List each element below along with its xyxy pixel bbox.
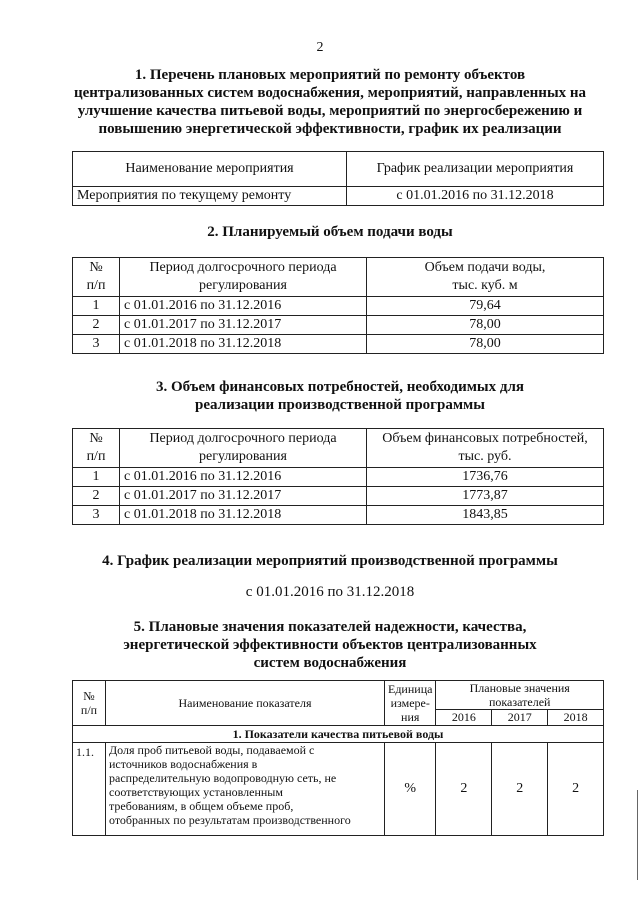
- table-header: График реализации мероприятия: [347, 152, 604, 187]
- section2-title: 2. Планируемый объем подачи воды: [207, 224, 453, 240]
- description-line: распределительную водопроводную сеть, не: [109, 771, 337, 785]
- table-cell: 2: [73, 316, 120, 335]
- section3-title-line: реализации производственной программы: [195, 397, 485, 413]
- table-cell: 1736,76: [367, 468, 604, 487]
- table-cell: с 01.01.2017 по 31.12.2017: [120, 487, 367, 506]
- table-row: [73, 506, 604, 525]
- table-cell: 2: [492, 743, 548, 836]
- description-line: источников водоснабжения в: [109, 757, 258, 771]
- group-title: 1. Показатели качества питьевой воды: [73, 726, 604, 743]
- header-line: регулирования: [199, 278, 287, 293]
- header-line: тыс. куб. м: [452, 278, 518, 293]
- indicator-description: [106, 743, 385, 836]
- header-line: Плановые значения: [469, 681, 570, 695]
- table-header-period: [120, 429, 367, 468]
- table-cell: с 01.01.2017 по 31.12.2017: [120, 316, 367, 335]
- description-line: отобранных по результатам производственного: [109, 813, 351, 827]
- header-line: п/п: [86, 449, 106, 464]
- section5-title-line: энергетической эффективности объектов централизованных: [123, 637, 537, 653]
- table-cell: 2: [73, 487, 120, 506]
- table-header-year: 2018: [548, 710, 604, 726]
- table-header-num: [73, 429, 120, 468]
- table-header-period: [120, 258, 367, 297]
- header-line: показателей: [488, 695, 551, 709]
- table-header-num: [73, 681, 106, 726]
- table-cell: 79,64: [367, 297, 604, 316]
- table-header-unit: [385, 681, 436, 726]
- table-cell: с 01.01.2018 по 31.12.2018: [120, 506, 367, 525]
- section1-title-line: централизованных систем водоснабжения, мероприятий, направленных на: [73, 85, 587, 101]
- header-line: измере-: [390, 696, 430, 710]
- table-cell: с 01.01.2016 по 31.12.2016: [120, 297, 367, 316]
- section4-title: 4. График реализации мероприятий производственной программы: [102, 553, 558, 569]
- section1-title-line: 1. Перечень плановых мероприятий по ремонту объектов: [134, 67, 526, 83]
- section4-period: с 01.01.2016 по 31.12.2018: [245, 584, 415, 600]
- section3-table: [72, 428, 604, 525]
- header-line: Объем финансовых потребностей,: [382, 431, 588, 446]
- header-line: Период долгосрочного периода: [149, 431, 337, 446]
- section1-title-line: улучшение качества питьевой воды, мероприятий по энергосбережению и: [77, 103, 583, 119]
- table-cell: Мероприятия по текущему ремонту: [73, 187, 347, 206]
- header-line: п/п: [86, 278, 106, 293]
- header-line: п/п: [80, 703, 98, 717]
- table-cell: 78,00: [367, 316, 604, 335]
- header-line: Объем подачи воды,: [424, 260, 546, 275]
- header-line: Единица: [388, 682, 433, 696]
- table-row: [73, 297, 604, 316]
- table-row: [73, 743, 604, 836]
- section3-title-line: 3. Объем финансовых потребностей, необходимых для: [155, 379, 525, 395]
- section1-table: [72, 151, 604, 206]
- table-cell: с 01.01.2016 по 31.12.2018: [347, 187, 604, 206]
- table-header-name: Наименование показателя: [106, 681, 385, 726]
- table-row: [73, 335, 604, 354]
- header-line: №: [89, 260, 103, 275]
- section1-title: [60, 66, 600, 138]
- table-row: [73, 468, 604, 487]
- table-header-year: 2016: [436, 710, 492, 726]
- table-header: Наименование мероприятия: [73, 152, 347, 187]
- table-row: [73, 316, 604, 335]
- table-cell: 1: [73, 468, 120, 487]
- table-cell: 3: [73, 506, 120, 525]
- section5-title: [80, 618, 580, 672]
- scan-edge-line: [637, 790, 638, 880]
- table-cell: 1: [73, 297, 120, 316]
- description-line: требованиям, в общем объеме проб,: [109, 799, 294, 813]
- table-header-num: [73, 258, 120, 297]
- header-line: №: [83, 689, 95, 703]
- table-cell: с 01.01.2018 по 31.12.2018: [120, 335, 367, 354]
- section5-title-line: 5. Плановые значения показателей надежности, качества,: [133, 619, 527, 635]
- description-line: Доля проб питьевой воды, подаваемой с: [109, 743, 315, 757]
- table-cell: 1.1.: [73, 743, 106, 836]
- table-cell: 2: [548, 743, 604, 836]
- table-header-year: 2017: [492, 710, 548, 726]
- header-line: Период долгосрочного периода: [149, 260, 337, 275]
- table-header-value: [367, 429, 604, 468]
- table-cell: %: [385, 743, 436, 836]
- table-cell: 78,00: [367, 335, 604, 354]
- table-cell: 3: [73, 335, 120, 354]
- table-cell: 2: [436, 743, 492, 836]
- table-header-value: [367, 258, 604, 297]
- header-line: регулирования: [199, 449, 287, 464]
- table-cell: с 01.01.2016 по 31.12.2016: [120, 468, 367, 487]
- page-number: 2: [316, 40, 324, 55]
- section2-table: [72, 257, 604, 354]
- header-line: №: [89, 431, 103, 446]
- header-line: тыс. руб.: [458, 449, 512, 464]
- section5-table: [72, 680, 604, 836]
- table-cell: 1773,87: [367, 487, 604, 506]
- description-line: соответствующих установленным: [109, 785, 283, 799]
- section5-title-line: систем водоснабжения: [253, 655, 407, 671]
- section1-title-line: повышению энергетической эффективности, график их реализации: [98, 121, 562, 137]
- table-row: [73, 487, 604, 506]
- table-cell: 1843,85: [367, 506, 604, 525]
- section3-title: [130, 378, 550, 414]
- header-line: ния: [401, 710, 420, 724]
- table-header-plan: [436, 681, 604, 710]
